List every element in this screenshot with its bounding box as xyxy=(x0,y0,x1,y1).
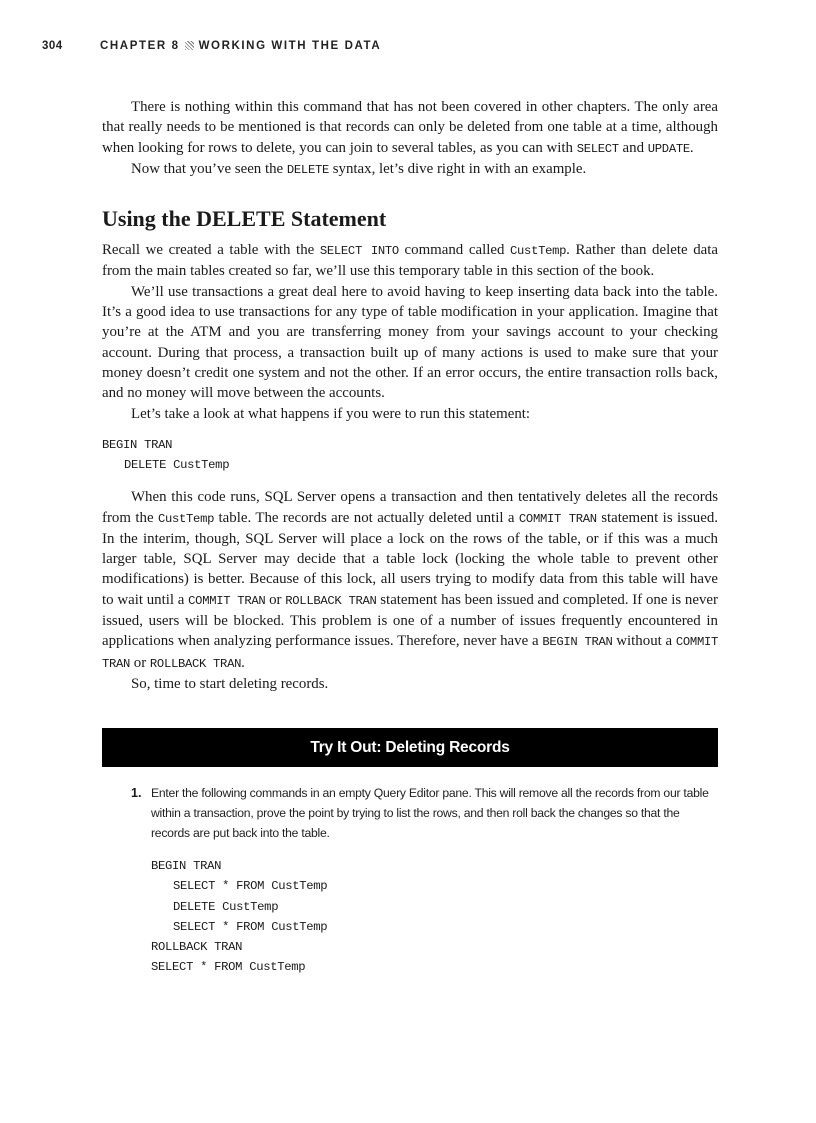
code-line: SELECT * FROM CustTemp xyxy=(173,879,328,894)
section-heading: Using the DELETE Statement xyxy=(102,206,387,232)
inline-code: CustTemp xyxy=(157,511,215,526)
step-number: 1. xyxy=(131,786,142,801)
chapter-label: CHAPTER 8 xyxy=(100,40,180,52)
step-code-block xyxy=(151,856,718,977)
inline-code: COMMIT TRAN xyxy=(102,635,718,671)
inline-code: SELECT xyxy=(576,141,619,156)
section-paragraph-5: So, time to start deleting records. xyxy=(131,675,329,692)
inline-code: ROLLBACK TRAN xyxy=(285,593,377,608)
inline-code: ROLLBACK TRAN xyxy=(149,656,242,671)
section-paragraph-1: Recall we created a table with the SELECT INTO command called CustTemp. Rather than delete data from the main tables created so far, we’ll use this temporary table in this section of the book. xyxy=(102,242,718,280)
step-text: Enter the following commands in an empty Query Editor pane. This will remove all the records from our table within a transaction, prove the point by trying to list the rows, and then roll back the changes so that the records are put back into the table. xyxy=(151,786,709,841)
code-line: DELETE CustTemp xyxy=(124,458,230,473)
running-header xyxy=(42,40,782,52)
try-it-out-banner: Try It Out: Deleting Records xyxy=(102,728,718,767)
code-line: BEGIN TRAN xyxy=(151,859,222,874)
code-line: SELECT * FROM CustTemp xyxy=(173,919,328,934)
section-paragraph-2: We’ll use transactions a great deal here to avoid having to keep inserting data back into the table. It’s a good idea to use transactions for any type of table modification in your application. Imagine that you’re at the ATM and you are transferring money from your savings account to your checking account. During that process, a transaction built up of many actions is used to make sure that your money doesn’t credit one system and not the other. If an error occurs, the entire transaction rolls back, and no money will move between the accounts. xyxy=(102,283,718,402)
code-line: BEGIN TRAN xyxy=(102,437,173,452)
intro-paragraph-1: There is nothing within this command that has not been covered in other chapters. The only area that really needs to be mentioned is that records can only be deleted from one table at a time, although when looking for rows to delete, you can join to several tables, as you can with SELECT and UPDATE. xyxy=(102,99,718,156)
inline-code: BEGIN TRAN xyxy=(542,635,613,650)
intro-paragraph-2: Now that you’ve seen the DELETE syntax, let’s dive right in with an example. xyxy=(131,160,587,177)
inline-code: DELETE xyxy=(286,162,329,177)
code-line: DELETE CustTemp xyxy=(173,899,279,914)
code-line: ROLLBACK TRAN xyxy=(151,940,243,955)
inline-code: COMMIT TRAN xyxy=(518,511,597,526)
code-line: SELECT * FROM CustTemp xyxy=(151,960,306,975)
page-content xyxy=(102,97,718,989)
step-1 xyxy=(131,783,718,977)
inline-code: SELECT INTO xyxy=(319,244,399,259)
inline-code: UPDATE xyxy=(647,141,690,156)
section-paragraph-4: When this code runs, SQL Server opens a transaction and then tentatively deletes all the records from the CustTemp table. The records are not actually deleted until a COMMIT TRAN statement is issued. In the interim, though, SQL Server will place a lock on the rows of the table, or if this was a much larger table, SQL Server may decide that a table lock (locking the whole table to prevent other modifications) is better. Because of this lock, all users trying to modify data from this table will have to wait until a COMMIT TRAN or ROLLBACK TRAN statement has been issued and completed. If one is never issued, users will be blocked. This problem is one of a number of issues frequently encountered in applications when analyzing performance issues. Therefore, never have a BEGIN TRAN without a COMMIT TRAN or ROLLBACK TRAN. xyxy=(102,489,718,671)
section-paragraph-3: Let’s take a look at what happens if you were to run this statement: xyxy=(131,405,531,422)
separator-square-icon xyxy=(185,41,194,50)
page-number: 304 xyxy=(42,40,63,52)
code-block xyxy=(102,435,718,475)
inline-code: COMMIT TRAN xyxy=(188,593,266,608)
inline-code: CustTemp xyxy=(510,244,567,259)
chapter-title: WORKING WITH THE DATA xyxy=(198,40,382,52)
